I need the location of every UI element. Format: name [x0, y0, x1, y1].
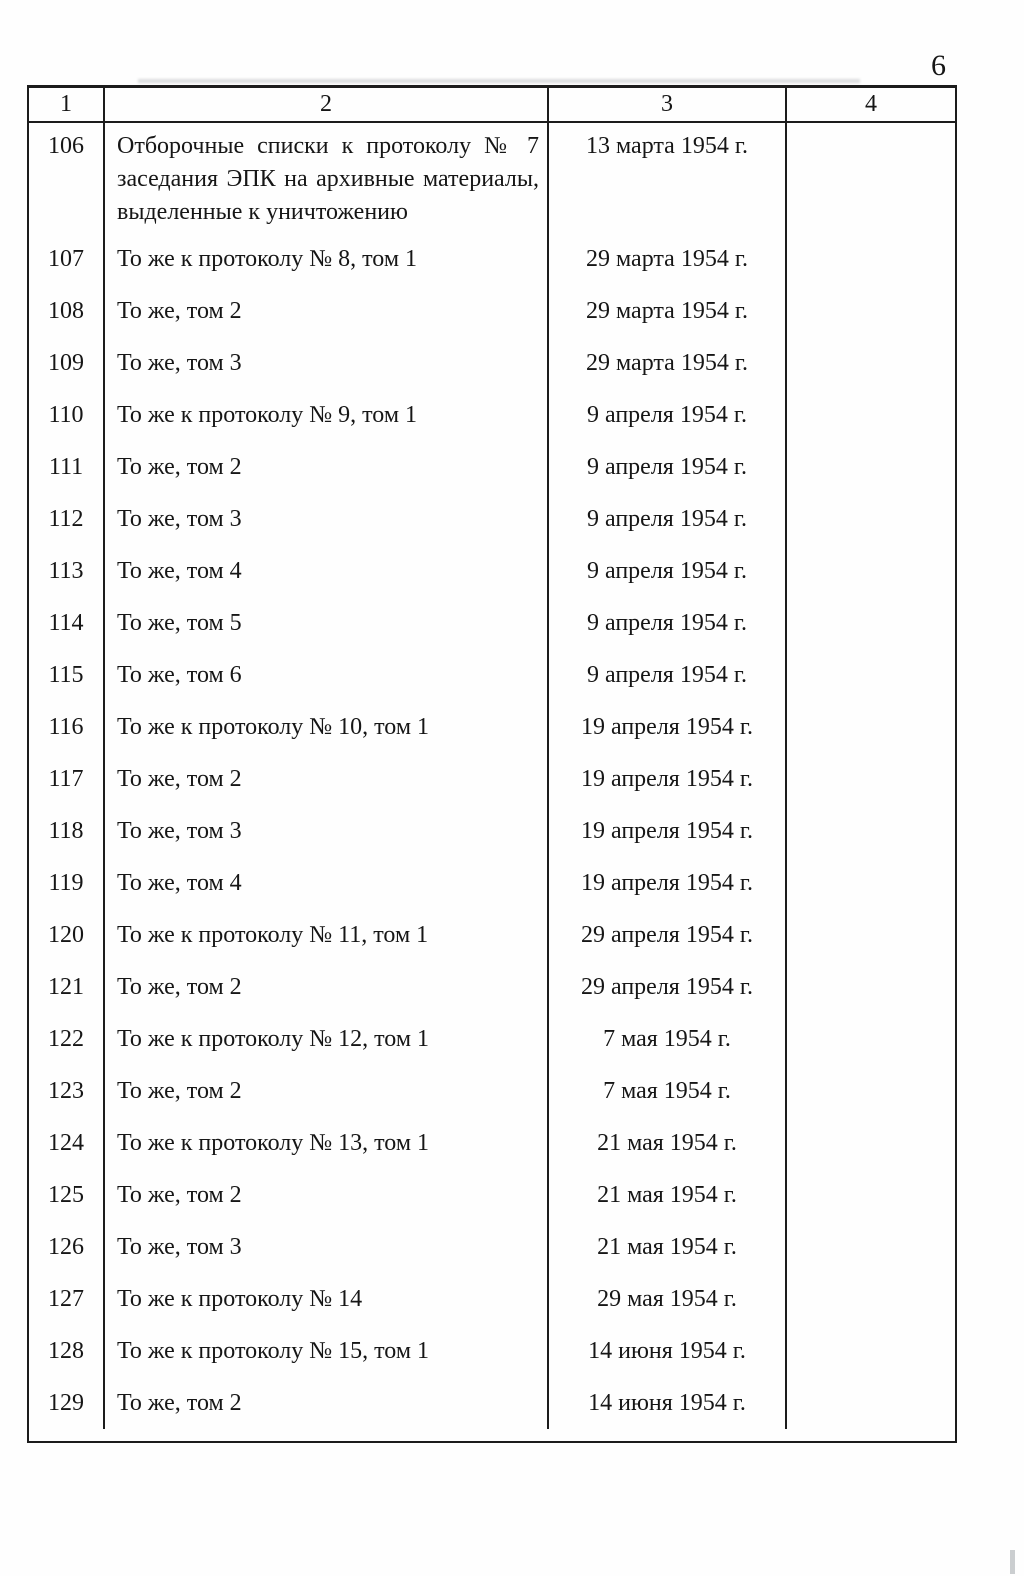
row-title: То же, том 2: [103, 285, 547, 337]
row-note: [785, 961, 955, 1013]
table-row: [29, 857, 955, 909]
row-title: То же к протоколу № 13, том 1: [103, 1117, 547, 1169]
row-date: 29 апреля 1954 г.: [547, 909, 785, 961]
table-body: [29, 123, 955, 1441]
table-header-row: [29, 88, 955, 123]
row-date: 29 апреля 1954 г.: [547, 961, 785, 1013]
row-date: 29 марта 1954 г.: [547, 285, 785, 337]
row-number: 117: [48, 765, 84, 792]
row-number: 124: [48, 1129, 84, 1156]
row-date: 19 апреля 1954 г.: [547, 857, 785, 909]
column-header-3: 3: [547, 88, 785, 121]
row-number: 106: [48, 133, 84, 159]
row-note: [785, 649, 955, 701]
row-date: 21 мая 1954 г.: [547, 1169, 785, 1221]
row-note: [785, 1065, 955, 1117]
row-number: 125: [48, 1181, 84, 1208]
table-row: [29, 1169, 955, 1221]
table-row: [29, 493, 955, 545]
row-number: 118: [48, 817, 84, 844]
row-title: То же, том 3: [103, 337, 547, 389]
row-date: 14 июня 1954 г.: [547, 1325, 785, 1377]
table-row: [29, 909, 955, 961]
table-row: [29, 1325, 955, 1377]
row-date: 7 мая 1954 г.: [547, 1065, 785, 1117]
row-number: 115: [48, 661, 84, 688]
table-row: [29, 441, 955, 493]
row-number: 119: [48, 869, 84, 896]
row-number: 121: [48, 973, 84, 1000]
row-note: [785, 233, 955, 285]
row-title: То же, том 6: [103, 649, 547, 701]
row-number: 109: [48, 349, 84, 376]
row-note: [785, 337, 955, 389]
row-date: 19 апреля 1954 г.: [547, 701, 785, 753]
row-note: [785, 701, 955, 753]
row-note: [785, 857, 955, 909]
table-row: [29, 123, 955, 233]
row-note: [785, 909, 955, 961]
row-note: [785, 1221, 955, 1273]
table-row: [29, 1377, 955, 1429]
row-title: То же к протоколу № 9, том 1: [103, 389, 547, 441]
row-date: 7 мая 1954 г.: [547, 1013, 785, 1065]
row-note: [785, 805, 955, 857]
table-row: [29, 233, 955, 285]
table-row: [29, 389, 955, 441]
row-note: [785, 753, 955, 805]
row-title: То же, том 4: [103, 857, 547, 909]
row-date: 9 апреля 1954 г.: [547, 493, 785, 545]
row-note: [785, 597, 955, 649]
table-row: [29, 1013, 955, 1065]
row-date: 9 апреля 1954 г.: [547, 441, 785, 493]
row-number: 129: [48, 1389, 84, 1416]
row-title: То же, том 2: [103, 1065, 547, 1117]
row-date: 21 мая 1954 г.: [547, 1221, 785, 1273]
row-title: То же к протоколу № 8, том 1: [103, 233, 547, 285]
table-row: [29, 961, 955, 1013]
row-note: [785, 493, 955, 545]
table-row: [29, 753, 955, 805]
row-title: То же, том 3: [103, 805, 547, 857]
row-title: То же к протоколу № 10, том 1: [103, 701, 547, 753]
row-note: [785, 1377, 955, 1429]
column-header-4: 4: [785, 88, 955, 121]
table-row: [29, 597, 955, 649]
archive-inventory-table: [27, 85, 957, 1443]
row-note: [785, 441, 955, 493]
row-note: [785, 285, 955, 337]
page-number: 6: [931, 49, 946, 82]
row-title: Отборочные списки к протоколу № 7 заседания ЭПК на архивные материалы, выделенные к уничтожению: [103, 123, 547, 233]
row-date: 9 апреля 1954 г.: [547, 545, 785, 597]
row-note: [785, 389, 955, 441]
row-number: 122: [48, 1025, 84, 1052]
scan-corner-mark-artifact: [1010, 1550, 1015, 1574]
table-row: [29, 285, 955, 337]
row-date: 29 марта 1954 г.: [547, 233, 785, 285]
row-date: 19 апреля 1954 г.: [547, 753, 785, 805]
row-date: 9 апреля 1954 г.: [547, 597, 785, 649]
row-note: [785, 1325, 955, 1377]
row-title: То же, том 3: [103, 1221, 547, 1273]
row-title: То же к протоколу № 11, том 1: [103, 909, 547, 961]
table-row: [29, 1065, 955, 1117]
row-number: 110: [48, 401, 84, 428]
column-header-2: 2: [103, 88, 547, 121]
row-title: То же к протоколу № 15, том 1: [103, 1325, 547, 1377]
row-number: 113: [48, 557, 84, 584]
row-note: [785, 1273, 955, 1325]
row-date: 13 марта 1954 г.: [547, 123, 785, 233]
row-date: 21 мая 1954 г.: [547, 1117, 785, 1169]
row-note: [785, 1169, 955, 1221]
row-title: То же, том 4: [103, 545, 547, 597]
row-number: 108: [48, 297, 84, 324]
table-row: [29, 805, 955, 857]
row-note: [785, 1117, 955, 1169]
table-row: [29, 701, 955, 753]
row-title: То же, том 5: [103, 597, 547, 649]
row-number: 120: [48, 921, 84, 948]
scan-smudge-artifact: [138, 79, 860, 83]
row-title: То же, том 2: [103, 961, 547, 1013]
row-number: 123: [48, 1077, 84, 1104]
table-row: [29, 1117, 955, 1169]
row-note: [785, 1013, 955, 1065]
row-title: То же, том 2: [103, 441, 547, 493]
row-title: То же, том 3: [103, 493, 547, 545]
table-row: [29, 545, 955, 597]
row-number: 112: [48, 505, 84, 532]
column-header-1: 1: [60, 91, 72, 117]
row-number: 126: [48, 1233, 84, 1260]
row-number: 128: [48, 1337, 84, 1364]
row-date: 9 апреля 1954 г.: [547, 649, 785, 701]
table-row: [29, 337, 955, 389]
row-number: 116: [48, 713, 84, 740]
row-title: То же к протоколу № 12, том 1: [103, 1013, 547, 1065]
row-date: 9 апреля 1954 г.: [547, 389, 785, 441]
row-date: 19 апреля 1954 г.: [547, 805, 785, 857]
row-note: [785, 123, 955, 233]
row-number: 127: [48, 1285, 84, 1312]
row-title: То же, том 2: [103, 1169, 547, 1221]
table-row: [29, 1221, 955, 1273]
row-date: 14 июня 1954 г.: [547, 1377, 785, 1429]
row-note: [785, 545, 955, 597]
table-row: [29, 1273, 955, 1325]
row-date: 29 мая 1954 г.: [547, 1273, 785, 1325]
row-date: 29 марта 1954 г.: [547, 337, 785, 389]
row-title: То же к протоколу № 14: [103, 1273, 547, 1325]
row-number: 111: [48, 453, 84, 480]
row-title: То же, том 2: [103, 1377, 547, 1429]
row-number: 114: [48, 609, 84, 636]
row-title: То же, том 2: [103, 753, 547, 805]
table-row: [29, 649, 955, 701]
row-number: 107: [48, 245, 84, 272]
